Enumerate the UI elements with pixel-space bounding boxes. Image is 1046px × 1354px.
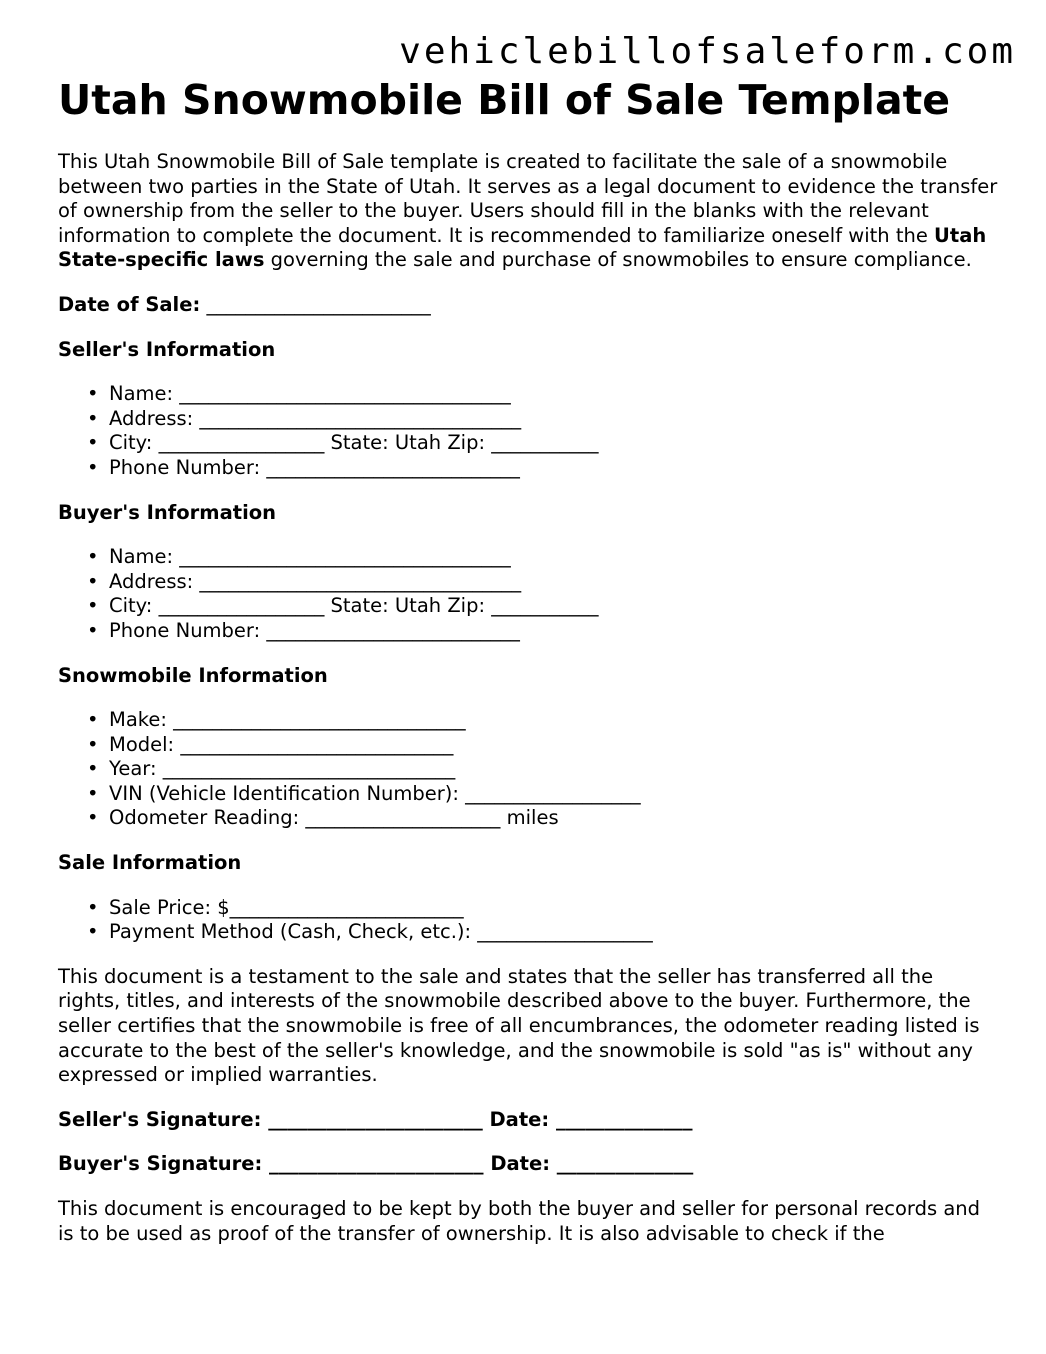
snowmobile-info-list	[58, 708, 998, 831]
list-item	[87, 431, 998, 456]
list-item	[87, 732, 998, 758]
bullet-icon: •	[87, 545, 99, 569]
site-watermark: vehiclebillofsaleform.com	[399, 31, 1016, 72]
intro-text-after: governing the sale and purchase of snowmobiles to ensure compliance.	[264, 248, 972, 272]
bullet-icon: •	[87, 382, 99, 406]
date-of-sale-field[interactable]: _______________________	[206, 292, 431, 316]
transfer-statement: This document is a testament to the sale and states that the seller has transferred all the rights, titles, and interests of the snowmobile described above to the buyer. Furthermore, the seller certifies that the snowmobile is free of all encumbrances, the odometer reading listed is accurate to the best of the seller's knowledge, and the snowmobile is sold "as is" without any expressed or implied warranties.	[58, 964, 980, 1087]
list-item	[87, 455, 998, 481]
model-field[interactable]: Model: ____________________________	[109, 732, 454, 756]
make-field[interactable]: Make: ______________________________	[109, 708, 466, 732]
list-item	[87, 569, 998, 595]
payment-method-field[interactable]: Payment Method (Cash, Check, etc.): __________________	[109, 920, 653, 944]
buyer-phone-field[interactable]: Phone Number: __________________________	[109, 618, 520, 642]
list-item	[87, 920, 998, 945]
list-item	[87, 895, 998, 921]
bullet-icon: •	[87, 895, 99, 919]
closing-paragraph: This document is encouraged to be kept by both the buyer and seller for personal records and is to be used as proof of the transfer of ownership. It is also advisable to check if the	[58, 1197, 981, 1245]
page-title: Utah Snowmobile Bill of Sale Template	[58, 76, 951, 124]
seller-phone-field[interactable]: Phone Number: __________________________	[109, 455, 520, 479]
bullet-icon: •	[87, 431, 99, 455]
vin-field[interactable]: VIN (Vehicle Identification Number): __________________	[109, 781, 641, 805]
intro-paragraph	[58, 150, 998, 273]
list-item	[87, 618, 998, 644]
buyer-info-list	[58, 545, 998, 643]
seller-info-heading: Seller's Information	[58, 337, 276, 361]
bullet-icon: •	[87, 455, 99, 479]
list-item	[87, 545, 998, 570]
bullet-icon: •	[87, 757, 99, 781]
buyer-city-state-zip-field[interactable]: City: _________________ State: Utah Zip: ___________	[109, 594, 599, 618]
list-item	[87, 406, 998, 432]
bullet-icon: •	[87, 594, 99, 618]
seller-name-field[interactable]: Name: __________________________________	[109, 382, 511, 406]
bullet-icon: •	[87, 569, 99, 593]
bullet-icon: •	[87, 708, 99, 732]
buyer-info-heading: Buyer's Information	[58, 500, 277, 524]
seller-info-list	[58, 382, 998, 480]
bullet-icon: •	[87, 781, 99, 805]
bullet-icon: •	[87, 920, 99, 944]
seller-signature-line[interactable]: Seller's Signature: ______________________ Date: ______________	[58, 1107, 693, 1131]
bullet-icon: •	[87, 406, 99, 430]
list-item	[87, 382, 998, 407]
bullet-icon: •	[87, 618, 99, 642]
intro-text-before: This Utah Snowmobile Bill of Sale template is created to facilitate the sale of a snowmobile between two parties in the State of Utah. It serves as a legal document to evidence the transfer of ownership from the seller to the buyer. Users should fill in the blanks with the relevant information to complete the document. It is recommended to familiarize oneself with the	[58, 150, 998, 247]
seller-address-field[interactable]: Address: _________________________________	[109, 406, 522, 430]
list-item	[87, 708, 998, 733]
list-item	[87, 781, 998, 807]
date-of-sale-line	[58, 293, 998, 318]
snowmobile-info-heading: Snowmobile Information	[58, 663, 328, 687]
buyer-name-field[interactable]: Name: __________________________________	[109, 545, 511, 569]
year-field[interactable]: Year: ______________________________	[109, 757, 456, 781]
buyer-signature-line[interactable]: Buyer's Signature: ______________________ Date: ______________	[58, 1152, 694, 1176]
buyer-address-field[interactable]: Address: _________________________________	[109, 569, 522, 593]
list-item	[87, 757, 998, 782]
sale-price-field[interactable]: Sale Price: $________________________	[109, 895, 464, 919]
odometer-field[interactable]: Odometer Reading: ____________________ miles	[109, 806, 559, 830]
seller-city-state-zip-field[interactable]: City: _________________ State: Utah Zip: ___________	[109, 431, 599, 455]
bullet-icon: •	[87, 732, 99, 756]
bullet-icon: •	[87, 806, 99, 830]
list-item	[87, 806, 998, 831]
list-item	[87, 594, 998, 619]
sale-info-list	[58, 896, 998, 945]
utah-laws-emphasis: Utah State-specific laws	[58, 223, 987, 272]
document-body	[58, 75, 998, 1246]
date-of-sale-label: Date of Sale:	[58, 292, 201, 316]
sale-info-heading: Sale Information	[58, 851, 242, 875]
